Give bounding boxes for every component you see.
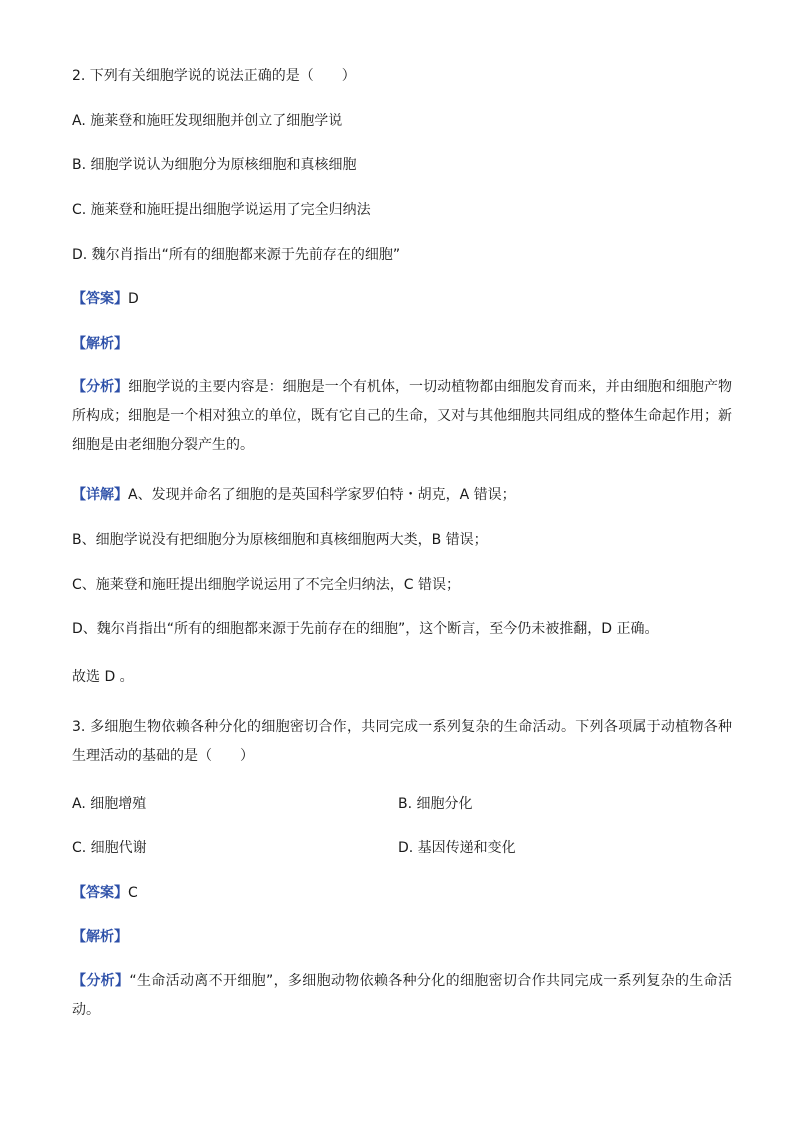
q3-option-c: C. 细胞代谢 (72, 840, 147, 856)
q2-analysis-line (72, 334, 128, 354)
q3-option-b: B. 细胞分化 (398, 796, 473, 812)
q3-fenxi-tag: 【分析】 (72, 973, 130, 989)
q2-fenxi-paragraph (72, 373, 732, 460)
q2-fenxi-tag: 【分析】 (72, 379, 129, 395)
q2-xiangjie-b: B、细胞学说没有把细胞分为原核细胞和真核细胞两大类，B 错误； (72, 532, 488, 548)
q2-xiangjie-line-a (72, 485, 516, 505)
q2-option-d: D. 魏尔肖指出“所有的细胞都来源于先前存在的细胞” (72, 247, 401, 263)
q2-xiangjie-tag: 【详解】 (72, 487, 128, 503)
q2-option-b: B. 细胞学说认为细胞分为原核细胞和真核细胞 (72, 157, 357, 173)
q3-option-a: A. 细胞增殖 (72, 796, 147, 812)
q2-answer-value: D (128, 291, 139, 307)
q2-conclusion: 故选 D 。 (72, 669, 134, 685)
q2-xiangjie-a: A、发现并命名了细胞的是英国科学家罗伯特・胡克，A 错误； (128, 487, 516, 503)
q2-xiangjie-d: D、魏尔肖指出“所有的细胞都来源于先前存在的细胞”，这个断言，至今仍未被推翻，D 正确。 (72, 621, 659, 637)
q2-analysis-tag: 【解析】 (72, 336, 128, 352)
q3-analysis-tag: 【解析】 (72, 929, 128, 945)
q2-stem: 2. 下列有关细胞学说的说法正确的是（ ） (72, 68, 356, 84)
q2-xiangjie-c: C、施莱登和施旺提出细胞学说运用了不完全归纳法，C 错误； (72, 577, 460, 593)
q3-option-d: D. 基因传递和变化 (398, 840, 516, 856)
q3-answer-value: C (128, 885, 138, 901)
q3-answer-line (72, 883, 138, 903)
q2-fenxi-text: 细胞学说的主要内容是：细胞是一个有机体，一切动植物都由细胞发育而来，并由细胞和细胞产物所构成；细胞是一个相对独立的单位，既有它自己的生命，又对与其他细胞共同组成的整体生命起作用；新细胞是由老细胞分裂产生的。 (72, 379, 733, 453)
q3-analysis-line (72, 927, 128, 947)
q3-fenxi-paragraph (72, 967, 732, 1025)
q2-option-c: C. 施莱登和施旺提出细胞学说运用了完全归纳法 (72, 202, 371, 218)
q2-answer-tag: 【答案】 (72, 291, 128, 307)
q3-stem: 3. 多细胞生物依赖各种分化的细胞密切合作，共同完成一系列复杂的生命活动。下列各项属于动植物各种生理活动的基础的是（ ） (72, 719, 732, 764)
q3-fenxi-text: “生命活动离不开细胞”，多细胞动物依赖各种分化的细胞密切合作共同完成一系列复杂的生命活动。 (72, 973, 733, 1018)
q3-answer-tag: 【答案】 (72, 885, 128, 901)
q2-answer-line (72, 289, 139, 309)
q2-option-a: A. 施莱登和施旺发现细胞并创立了细胞学说 (72, 113, 343, 129)
